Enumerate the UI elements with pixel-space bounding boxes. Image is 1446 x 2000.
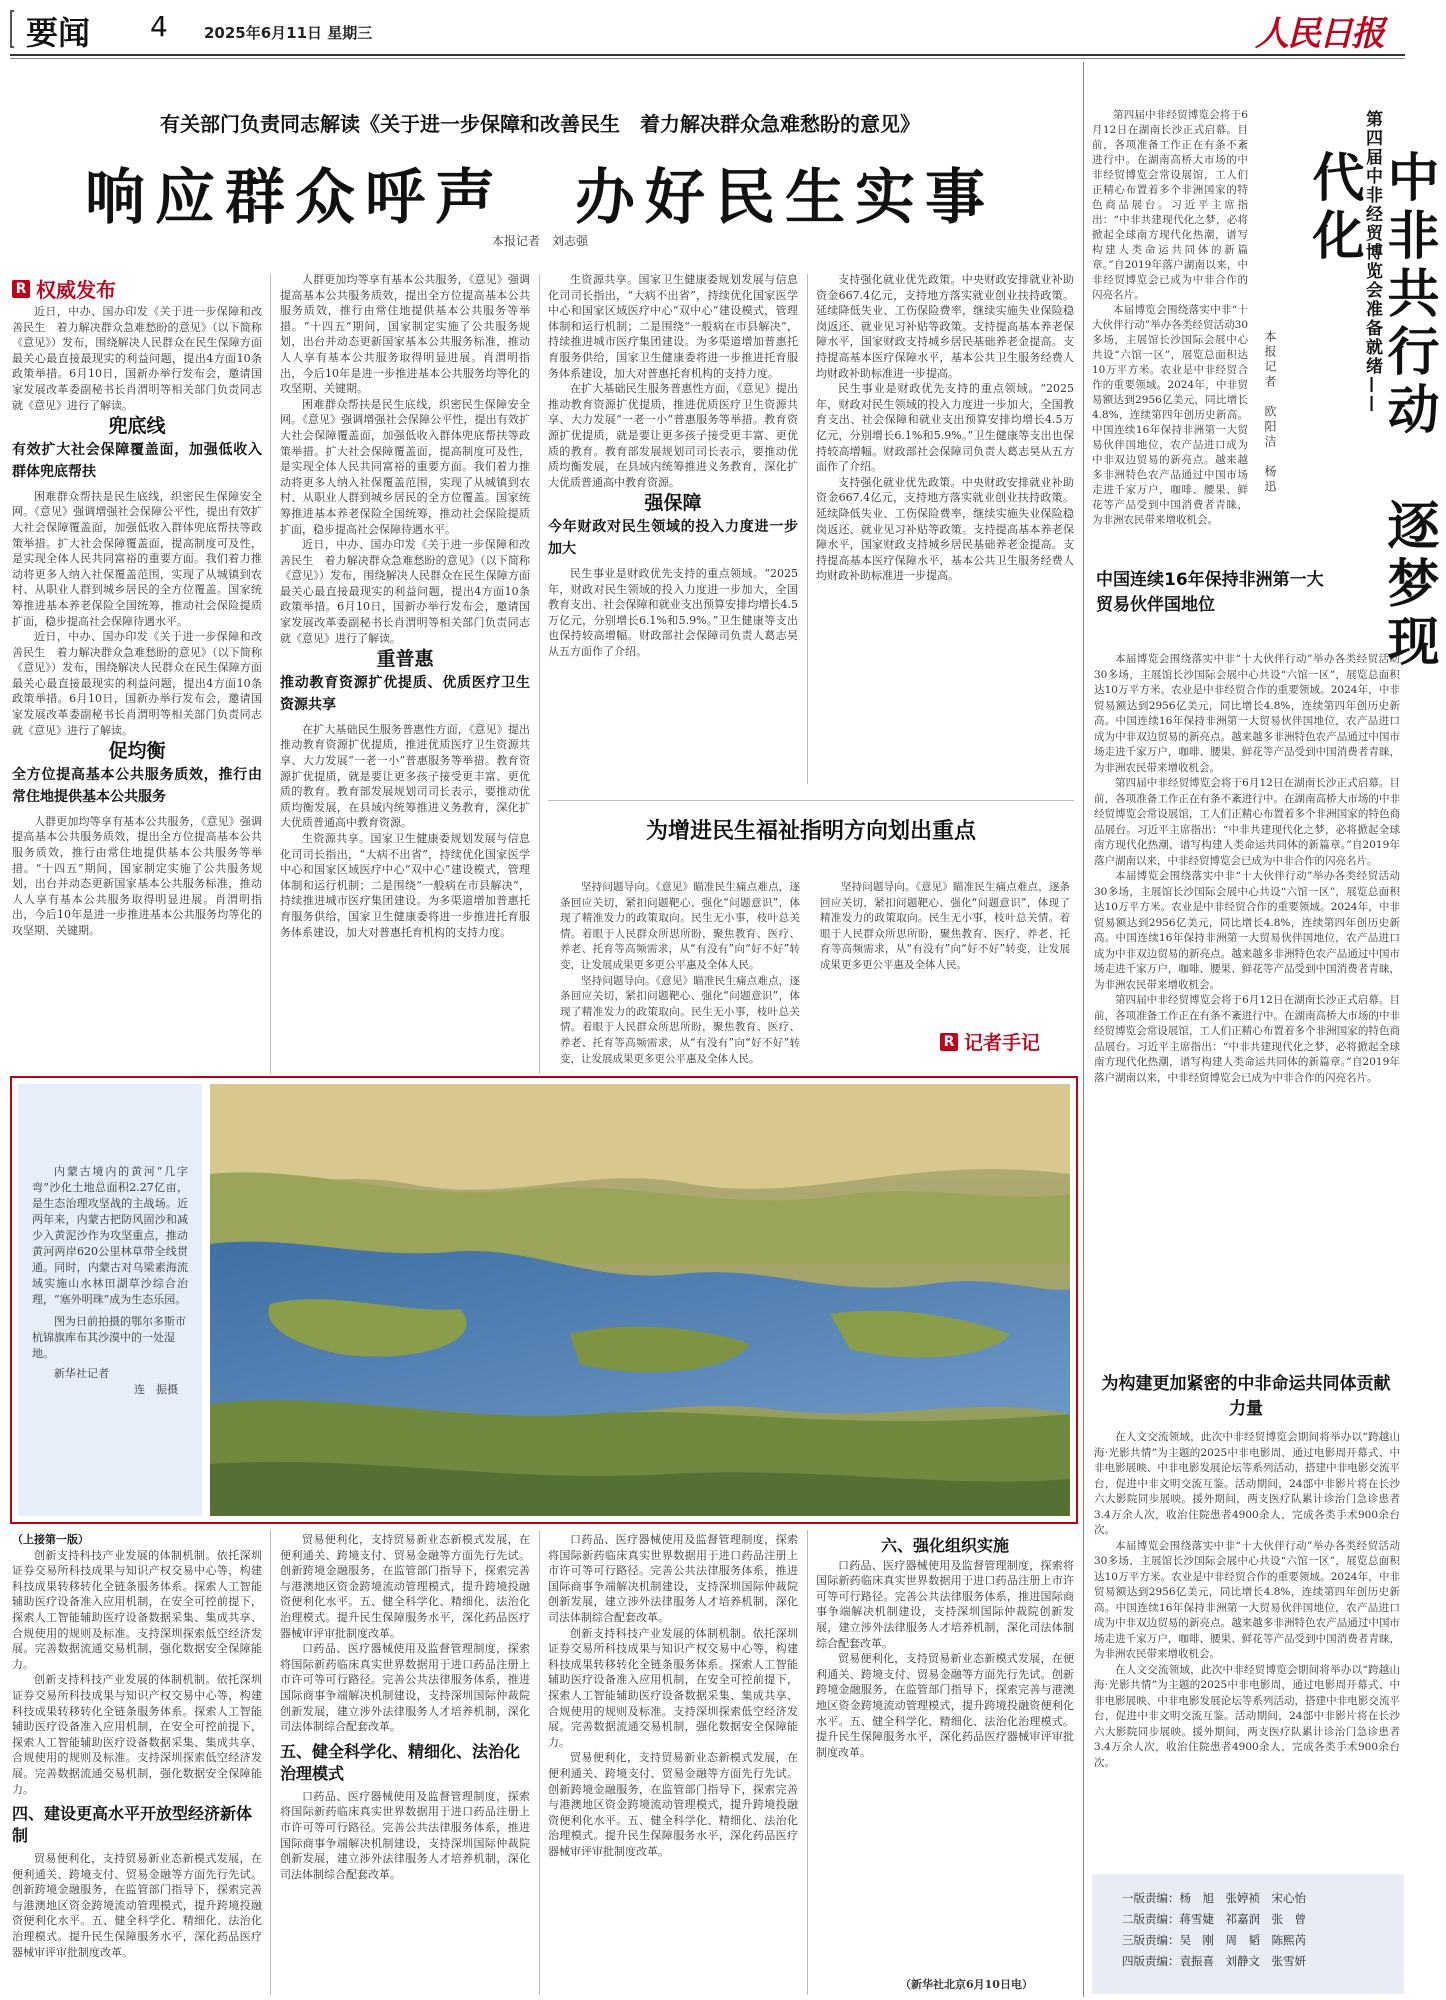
lower-column-1 [12, 1532, 262, 1994]
paragraph: 人群更加均等享有基本公共服务，《意见》强调提高基本公共服务质效，提出全方位提高基本公共服务质效，推行由常住地提供基本公共服务等举措。“十四五”期间，国家制定实施了公共服务规划，出台并动态更新国家基本公共服务标准，推动人人享有基本公共服务取得明显进展。肖渭明指出，今后10年是进一步推进基本公共服务均等化的攻坚期、关键期。 [12, 814, 262, 937]
paragraph: 本届博览会围绕落实中非“十大伙伴行动”举办各类经贸活动30多场，主展馆长沙国际会展中心共设“六馆一区”，展览总面积达10万平方米。农业是中非经贸合作的重要领域。2024年，中非贸易额达到2956亿美元，同比增长4.8%，连续第四年创历史新高。中国连续16年保持非洲第一大贸易伙伴国地位，农产品进口成为中非双边贸易的新亮点。越来越多非洲特色农产品通过中国市场走进千家万户，咖啡、腰果、鲜花等产品受到中国消费者青睐，为非洲农民带来增收机会。 [1094, 1539, 1400, 1660]
section-title: 要闻 [26, 14, 91, 52]
side-reporters: 本报记者 欧阳洁 杨迅 [1263, 330, 1277, 495]
masthead-rule [10, 54, 1405, 56]
wetland-photo [210, 1084, 1070, 1516]
article-headline: 响应群众呼声 办好民生实事 [85, 163, 995, 233]
paragraph: 口药品、医疗器械使用及监督管理制度，探索将国际新药临床真实世界数据用于进口药品注册上市许可等可行路径。完善公共法律服务体系，推进国际商事争端解决机制建设，支持深圳国际仲裁院创新发展，建立涉外法律服务人才培养机制，深化司法体制综合配套改革。 [280, 1789, 530, 1881]
section-subheading: 有效扩大社会保障覆盖面，加强低收入群体兜底帮扶 [12, 441, 262, 480]
photo-caption-detail: 图为日前拍摄的鄂尔多斯市杭锦旗库布其沙漠中的一处湿地。 [32, 1315, 186, 1360]
paragraph: 口药品、医疗器械使用及监督管理制度，探索将国际新药临床真实世界数据用于进口药品注册上市许可等可行路径。完善公共法律服务体系，推进国际商事争端解决机制建设，支持深圳国际仲裁院创新发展，建立涉外法律服务人才培养机制，深化司法体制综合配套改革。 [816, 1558, 1074, 1650]
paragraph: 近日，中办、国办印发《关于进一步保障和改善民生 着力解决群众急难愁盼的意见》（以下简称《意见》）发布，围绕解决人民群众在民生保障方面最关心最直接最现实的利益问题，提出4方面10条政策举措。6月10日，国新办举行发布会，邀请国家发展改革委副秘书长肖渭明等相关部门负责同志就《意见》进行了解读。 [12, 305, 262, 412]
paragraph: 民生事业是财政优先支持的重点领域。“2025年，财政对民生领域的投入力度进一步加大，全国教育支出、社会保障和就业支出预算安排均增长4.5万亿元，分别增长6.1%和5.9%。”卫生健康等支出也保持较高增幅。财政部社会保障司负责人葛志昊从五方面作了介绍。 [816, 382, 1074, 474]
section-heading: 促均衡 [108, 740, 166, 763]
section-subheading: 推动教育资源扩优提质、优质医疗卫生资源共享 [280, 674, 530, 713]
wetland-photo-image [210, 1084, 1070, 1516]
article-byline: 本报记者 刘志强 [491, 234, 588, 248]
paragraph: 在人文交流领域，此次中非经贸博览会期间将举办以“跨越山海·光影共情”为主题的2025中非电影周，通过电影周开幕式、中非电影展映、中非电影发展论坛等系列活动，搭建中非电影交流平台，促进中非文明交流互鉴。活动期间，24部中非影片将在长沙六大影院同步展映。援外期间，两支医疗队累计诊治门急诊患者3.4万余人次，收治住院患者4900余人，完成各类手术900余台次。 [1094, 1663, 1400, 1769]
paragraph: 生资源共享。国家卫生健康委规划发展与信息化司司长指出，“大病不出省”，持续优化国家医学中心和国家区域医疗中心“双中心”建设模式，管理体制和运行机制；二是围绕“一般病在市县解决”，持续推进城市医疗集团建设。为多渠道增加普惠托育服务供给，国家卫生健康委将进一步推进托育服务体系建设，加大对普惠托育机构的支持力度。 [280, 832, 530, 939]
paragraph: 口药品、医疗器械使用及监督管理制度，探索将国际新药临床真实世界数据用于进口药品注册上市许可等可行路径。完善公共法律服务体系，推进国际商事争端解决机制建设，支持深圳国际仲裁院创新发展，建立涉外法律服务人才培养机制，深化司法体制综合配套改革。 [548, 1533, 798, 1624]
paragraph: 支持强化就业优先政策。中央财政安排就业补助资金667.4亿元，支持地方落实就业创业扶持政策。延续降低失业、工伤保险费率，继续实施失业保险稳岗返还、就业见习补贴等政策。支持提高基本养老保障水平，国家财政支持城乡居民基础养老金提高。支持提高基本医疗保障水平，基本公共卫生服务经费人均财政补助标准进一步提高。 [816, 273, 1074, 380]
paragraph: 生资源共享。国家卫生健康委规划发展与信息化司司长指出，“大病不出省”，持续优化国家医学中心和国家区域医疗中心“双中心”建设模式，管理体制和运行机制；二是围绕“一般病在市县解决”，持续推进城市医疗集团建设。为多渠道增加普惠托育服务供给，国家卫生健康委将进一步推进托育服务体系建设，加大对普惠托育机构的支持力度。 [548, 273, 798, 380]
masthead-left-bracket [10, 10, 14, 48]
section-heading: 五、健全科学化、精细化、法治化治理模式 [280, 1741, 521, 1783]
lower-column-3 [548, 1532, 798, 1994]
side-kicker: 第四届中非经贸博览会准备就绪—— [1362, 110, 1382, 414]
section-heading: 兜底线 [108, 415, 166, 438]
column-divider [270, 274, 271, 1074]
article-kicker: 有关部门负责同志解读《关于进一步保障和改善民生 着力解决群众急难愁盼的意见》 [160, 112, 920, 136]
paragraph: 第四届中非经贸博览会将于6月12日在湖南长沙正式启幕。目前，各项准备工作正在有条不紊进行中。在湖南高桥大市场的中非经贸博览会常设展馆，工人们正精心布置着多个非洲国家的特色商品展台。习近平主席指出：“中非共建现代化之梦，必将掀起全球南方现代化热潮，谱写构建人类命运共同体的新篇章。”自2019年落户湖南以来，中非经贸博览会已成为中非合作的闪亮名片。 [1094, 777, 1400, 867]
section-heading: 四、建设更高水平开放型经济新体制 [12, 1804, 253, 1846]
paragraph: 贸易便利化，支持贸易新业态新模式发展，在便利通关、跨境支付、贸易金融等方面先行先试。创新跨境金融服务，在监管部门指导下，探索完善与港澳地区资金跨境流动管理模式，提升跨境投融资便利化水平。五、健全科学化、精细化、法治化治理模式。提升民生保障服务水平，深化药品医疗器械审评审批制度改革。 [816, 1652, 1074, 1759]
photographer: 连 振摄 [134, 1383, 178, 1396]
paragraph: 在扩大基础民生服务普惠性方面，《意见》提出推动教育资源扩优提质，推进优质医疗卫生资源共享、大力发展“一老一小”普惠服务等举措。教育资源扩优提质，就是要让更多孩子接受更丰富、更优质的教育。教育部发展规划司司长表示，要推动优质均衡发展，在县域内统筹推进义务教育，深化扩大优质普通高中教育资源。 [280, 722, 530, 830]
paragraph: 坚持问题导向。《意见》瞄准民生痛点难点，逐条回应关切，紧扣问题靶心、强化“问题意识”，体现了精准发力的政策取向。民生无小事，枝叶总关情。着眼于人民群众所思所盼，聚焦教育、医疗、养老、托育等高频需求，从“有没有”向“好不好”转变，让发展成果更多更公平惠及全体人民。 [560, 974, 800, 1065]
side-body-2 [1094, 1430, 1400, 1850]
newspaper-logo: 人民日报 [1255, 14, 1383, 54]
article-column-4 [816, 272, 1074, 782]
reporter-note-label [940, 1028, 1040, 1055]
editor-line: 二版责编：蒋雪婕 祁嘉润 张 曾 [1122, 1912, 1306, 1926]
page-number: 4 [150, 10, 168, 43]
paragraph: 创新支持科技产业发展的体制机制。依托深圳证券交易所科技成果与知识产权交易中心等，构建科技成果转移转化全链条服务体系。探索人工智能辅助医疗设备准入应用机制，在安全可控前提下，探索人工智能辅助医疗设备数据采集、集成共享、合规使用的规则及标准。支持深圳探索低空经济发展。完善数据流通交易机制，强化数据安全保障能力。 [12, 1548, 262, 1671]
photo-caption-box [18, 1084, 202, 1516]
editor-line: 三版责编：吴 刚 周 韬 陈熙芮 [1122, 1933, 1306, 1947]
paragraph: 创新支持科技产业发展的体制机制。依托深圳证券交易所科技成果与知识产权交易中心等，构建科技成果转移转化全链条服务体系。探索人工智能辅助医疗设备准入应用机制，在安全可控前提下，探索人工智能辅助医疗设备数据采集、集成共享、合规使用的规则及标准。支持深圳探索低空经济发展。完善数据流通交易机制，强化数据安全保障能力。 [548, 1626, 798, 1749]
section-heading: 重普惠 [376, 648, 434, 671]
column-divider [539, 274, 540, 1074]
paragraph: 坚持问题导向。《意见》瞄准民生痛点难点，逐条回应关切，紧扣问题靶心、强化“问题意识”，体现了精准发力的政策取向。民生无小事，枝叶总关情。着眼于人民群众所思所盼，聚焦教育、医疗、养老、托育等高频需求，从“有没有”向“好不好”转变，让发展成果更多更公平惠及全体人民。 [820, 881, 1070, 971]
paragraph: 坚持问题导向。《意见》瞄准民生痛点难点，逐条回应关切，紧扣问题靶心、强化“问题意识”，体现了精准发力的政策取向。民生无小事，枝叶总关情。着眼于人民群众所思所盼，聚焦教育、医疗、养老、托育等高频需求，从“有没有”向“好不好”转变，让发展成果更多更公平惠及全体人民。 [560, 881, 800, 971]
column-divider [1083, 62, 1084, 1997]
paragraph: 第四届中非经贸博览会将于6月12日在湖南长沙正式启幕。目前，各项准备工作正在有条不紊进行中。在湖南高桥大市场的中非经贸博览会常设展馆，工人们正精心布置着多个非洲国家的特色商品展台。习近平主席指出：“中非共建现代化之梦，必将掀起全球南方现代化热潮，谱写构建人类命运共同体的新篇章。”自2019年落户湖南以来，中非经贸博览会已成为中非合作的闪亮名片。 [1092, 109, 1248, 301]
photo-credit: 新华社记者 [54, 1367, 109, 1380]
paragraph: 贸易便利化，支持贸易新业态新模式发展，在便利通关、跨境支付、贸易金融等方面先行先试。创新跨境金融服务，在监管部门指导下，探索完善与港澳地区资金跨境流动管理模式，提升跨境投融资便利化水平。五、健全科学化、精细化、法治化治理模式。提升民生保障服务水平，深化药品医疗器械审评审批制度改革。 [280, 1533, 530, 1640]
commentary-rule [548, 800, 1074, 801]
paragraph: 近日，中办、国办印发《关于进一步保障和改善民生 着力解决群众急难愁盼的意见》（以下简称《意见》）发布，围绕解决人民群众在民生保障方面最关心最直接最现实的利益问题，提出4方面10条政策举措。6月10日，国新办举行发布会，邀请国家发展改革委副秘书长肖渭明等相关部门负责同志就《意见》进行了解读。 [12, 630, 262, 737]
r-icon: R [940, 1033, 958, 1051]
commentary-title: 为增进民生福祉指明方向划出重点 [645, 819, 976, 844]
paragraph: 民生事业是财政优先支持的重点领域。“2025年，财政对民生领域的投入力度进一步加大，全国教育支出、社会保障和就业支出预算安排均增长4.5万亿元，分别增长6.1%和5.9%。”卫生健康等支出也保持较高增幅。财政部社会保障司负责人葛志昊从五方面作了介绍。 [548, 566, 798, 658]
photo-caption: 内蒙古境内的黄河“几字弯”沙化土地总面积2.27亿亩，是生态治理攻坚战的主战场。近两年来，内蒙古把防风固沙和减少入黄泥沙作为攻坚重点，推动黄河两岸620公里林草带全线贯通。同时，内蒙古对乌梁素海流域实施山水林田湖草沙综合治理，“塞外明珠”成为生态乐园。 [32, 1165, 188, 1306]
paragraph: 第四届中非经贸博览会将于6月12日在湖南长沙正式启幕。目前，各项准备工作正在有条不紊进行中。在湖南高桥大市场的中非经贸博览会常设展馆，工人们正精心布置着多个非洲国家的特色商品展台。习近平主席指出：“中非共建现代化之梦，必将掀起全球南方现代化热潮，谱写构建人类命运共同体的新篇章。”自2019年落户湖南以来，中非经贸博览会已成为中非合作的闪亮名片。 [1094, 994, 1400, 1084]
authority-release-label [12, 274, 116, 303]
paragraph: 口药品、医疗器械使用及监督管理制度，探索将国际新药临床真实世界数据用于进口药品注册上市许可等可行路径。完善公共法律服务体系，推进国际商事争端解决机制建设，支持深圳国际仲裁院创新发展，建立涉外法律服务人才培养机制，深化司法体制综合配套改革。 [280, 1642, 530, 1734]
r-icon: R [12, 280, 30, 298]
article-column-1 [12, 304, 262, 1074]
paragraph: 近日，中办、国办印发《关于进一步保障和改善民生 着力解决群众急难愁盼的意见》（以下简称《意见》）发布，围绕解决人民群众在民生保障方面最关心最直接最现实的利益问题，提出4方面10条政策举措。6月10日，国新办举行发布会，邀请国家发展改革委副秘书长肖渭明等相关部门负责同志就《意见》进行了解读。 [280, 538, 530, 645]
column-divider [539, 1530, 540, 1995]
commentary-column-2 [820, 880, 1070, 1020]
paragraph: 支持强化就业优先政策。中央财政安排就业补助资金667.4亿元，支持地方落实就业创业扶持政策。延续降低失业、工伤保险费率，继续实施失业保险稳岗返还、就业见习补贴等政策。支持提高基本养老保障水平，国家财政支持城乡居民基础养老金提高。支持提高基本医疗保障水平，基本公共卫生服务经费人均财政补助标准进一步提高。 [816, 475, 1074, 583]
side-subhead-1: 中国连续16年保持非洲第一大贸易伙伴国地位 [1096, 570, 1324, 615]
article-column-3 [548, 272, 798, 782]
section-subheading: 今年财政对民生领域的投入力度进一步加大 [548, 518, 798, 557]
section-heading: 六、强化组织实施 [880, 1536, 1009, 1555]
paragraph: 本届博览会围绕落实中非“十大伙伴行动”举办各类经贸活动30多场，主展馆长沙国际会展中心共设“六馆一区”，展览总面积达10万平方米。农业是中非经贸合作的重要领域。2024年，中非贸易额达到2956亿美元，同比增长4.8%，连续第四年创历史新高。中国连续16年保持非洲第一大贸易伙伴国地位，农产品进口成为中非双边贸易的新亮点。越来越多非洲特色农产品通过中国市场走进千家万户，咖啡、腰果、鲜花等产品受到中国消费者青睐，为非洲农民带来增收机会。 [1092, 304, 1248, 526]
lower-column-2 [280, 1532, 530, 1994]
paragraph: 人群更加均等享有基本公共服务，《意见》强调提高基本公共服务质效，提出全方位提高基本公共服务质效，推行由常住地提供基本公共服务等举措。“十四五”期间，国家制定实施了公共服务规划，出台并动态更新国家基本公共服务标准，推动人人享有基本公共服务取得明显进展。肖渭明指出，今后10年是进一步推进基本公共服务均等化的攻坚期、关键期。 [280, 273, 530, 396]
paragraph: 创新支持科技产业发展的体制机制。依托深圳证券交易所科技成果与知识产权交易中心等，构建科技成果转移转化全链条服务体系。探索人工智能辅助医疗设备准入应用机制，在安全可控前提下，探索人工智能辅助医疗设备数据采集、集成共享、合规使用的规则及标准。支持深圳探索低空经济发展。完善数据流通交易机制，强化数据安全保障能力。 [12, 1673, 262, 1796]
authority-release-text: 权威发布 [36, 278, 116, 302]
commentary-column-1 [560, 880, 800, 1065]
editors-box [1092, 1874, 1404, 1994]
lower-column-4 [816, 1532, 1074, 1972]
column-divider [807, 274, 808, 784]
editor-line: 一版责编：杨 旭 张婷祯 宋心怡 [1122, 1891, 1306, 1905]
paragraph: 困难群众帮扶是民生底线，织密民生保障安全网。《意见》强调增强社会保障公平性，提出有效扩大社会保障覆盖面，加强低收入群体兜底帮扶等政策举措。扩大社会保障覆盖面，提高制度可及性，是实现全体人民共同富裕的重要方面。我们着力推动将更多人纳入社保覆盖范围，实现了从城镇到农村、从职业人群到城乡居民的全方位覆盖。国家统筹推进基本养老保险全国统筹，推动社会保险提质扩面，稳步提高社会保障待遇水平。 [12, 489, 262, 628]
side-headline: 中非共行动 逐梦现代化 [1303, 150, 1438, 672]
paragraph: 贸易便利化，支持贸易新业态新模式发展，在便利通关、跨境支付、贸易金融等方面先行先试。创新跨境金融服务，在监管部门指导下，探索完善与港澳地区资金跨境流动管理模式，提升跨境投融资便利化水平。五、健全科学化、精细化、法治化治理模式。提升民生保障服务水平，深化药品医疗器械审评审批制度改革。 [548, 1751, 798, 1858]
paragraph: 困难群众帮扶是民生底线，织密民生保障安全网。《意见》强调增强社会保障公平性，提出有效扩大社会保障覆盖面，加强低收入群体兜底帮扶等政策举措。扩大社会保障覆盖面，提高制度可及性，是实现全体人民共同富裕的重要方面。我们着力推动将更多人纳入社保覆盖范围，实现了从城镇到农村、从职业人群到城乡居民的全方位覆盖。国家统筹推进基本养老保险全国统筹，推动社会保险提质扩面，稳步提高社会保障待遇水平。 [280, 397, 530, 536]
reporter-note-text: 记者手记 [964, 1032, 1041, 1054]
dateline: （新华社北京6月10日电） [900, 1978, 1033, 1991]
paragraph: 贸易便利化，支持贸易新业态新模式发展，在便利通关、跨境支付、贸易金融等方面先行先试。创新跨境金融服务，在监管部门指导下，探索完善与港澳地区资金跨境流动管理模式，提升跨境投融资便利化水平。五、健全科学化、精细化、法治化治理模式。提升民生保障服务水平，深化药品医疗器械审评审批制度改革。 [12, 1852, 262, 1959]
section-subheading: 全方位提高基本公共服务质效，推行由常住地提供基本公共服务 [12, 766, 262, 805]
issue-date: 2025年6月11日 星期三 [204, 24, 373, 42]
side-intro-column [1092, 108, 1248, 558]
editor-line: 四版责编：袁振喜 刘静文 张雪妍 [1122, 1954, 1306, 1968]
paragraph: 在人文交流领域，此次中非经贸博览会期间将举办以“跨越山海·光影共情”为主题的2025中非电影周，通过电影周开幕式、中非电影展映、中非电影发展论坛等系列活动，搭建中非电影交流平台，促进中非文明交流互鉴。活动期间，24部中非影片将在长沙六大影院同步展映。援外期间，两支医疗队累计诊治门急诊患者3.4万余人次，收治住院患者4900余人，完成各类手术900余台次。 [1094, 1431, 1400, 1536]
column-divider [270, 1530, 271, 1995]
masthead-rule-thin [10, 58, 1405, 59]
paragraph: 本届博览会围绕落实中非“十大伙伴行动”举办各类经贸活动30多场，主展馆长沙国际会展中心共设“六馆一区”，展览总面积达10万平方米。农业是中非经贸合作的重要领域。2024年，中非贸易额达到2956亿美元，同比增长4.8%，连续第四年创历史新高。中国连续16年保持非洲第一大贸易伙伴国地位，农产品进口成为中非双边贸易的新亮点。越来越多非洲特色农产品通过中国市场走进千家万户，咖啡、腰果、鲜花等产品受到中国消费者青睐，为非洲农民带来增收机会。 [1094, 870, 1400, 991]
section-heading: 强保障 [644, 492, 702, 515]
continued-marker: （上接第一版） [12, 1533, 89, 1546]
column-divider [807, 1530, 808, 1995]
paragraph: 在扩大基础民生服务普惠性方面，《意见》提出推动教育资源扩优提质，推进优质医疗卫生资源共享、大力发展“一老一小”普惠服务等举措。教育资源扩优提质，就是要让更多孩子接受更丰富、更优质的教育。教育部发展规划司司长表示，要推动优质均衡发展，在县域内统筹推进义务教育，深化扩大优质普通高中教育资源。 [548, 382, 798, 489]
side-body-1 [1094, 652, 1400, 1362]
paragraph: 本届博览会围绕落实中非“十大伙伴行动”举办各类经贸活动30多场，主展馆长沙国际会展中心共设“六馆一区”，展览总面积达10万平方米。农业是中非经贸合作的重要领域。2024年，中非贸易额达到2956亿美元，同比增长4.8%，连续第四年创历史新高。中国连续16年保持非洲第一大贸易伙伴国地位，农产品进口成为中非双边贸易的新亮点。越来越多非洲特色农产品通过中国市场走进千家万户，咖啡、腰果、鲜花等产品受到中国消费者青睐，为非洲农民带来增收机会。 [1094, 653, 1400, 774]
side-subhead-2: 为构建更加紧密的中非命运共同体贡献力量 [1101, 1374, 1391, 1419]
article-column-2 [280, 272, 530, 1072]
